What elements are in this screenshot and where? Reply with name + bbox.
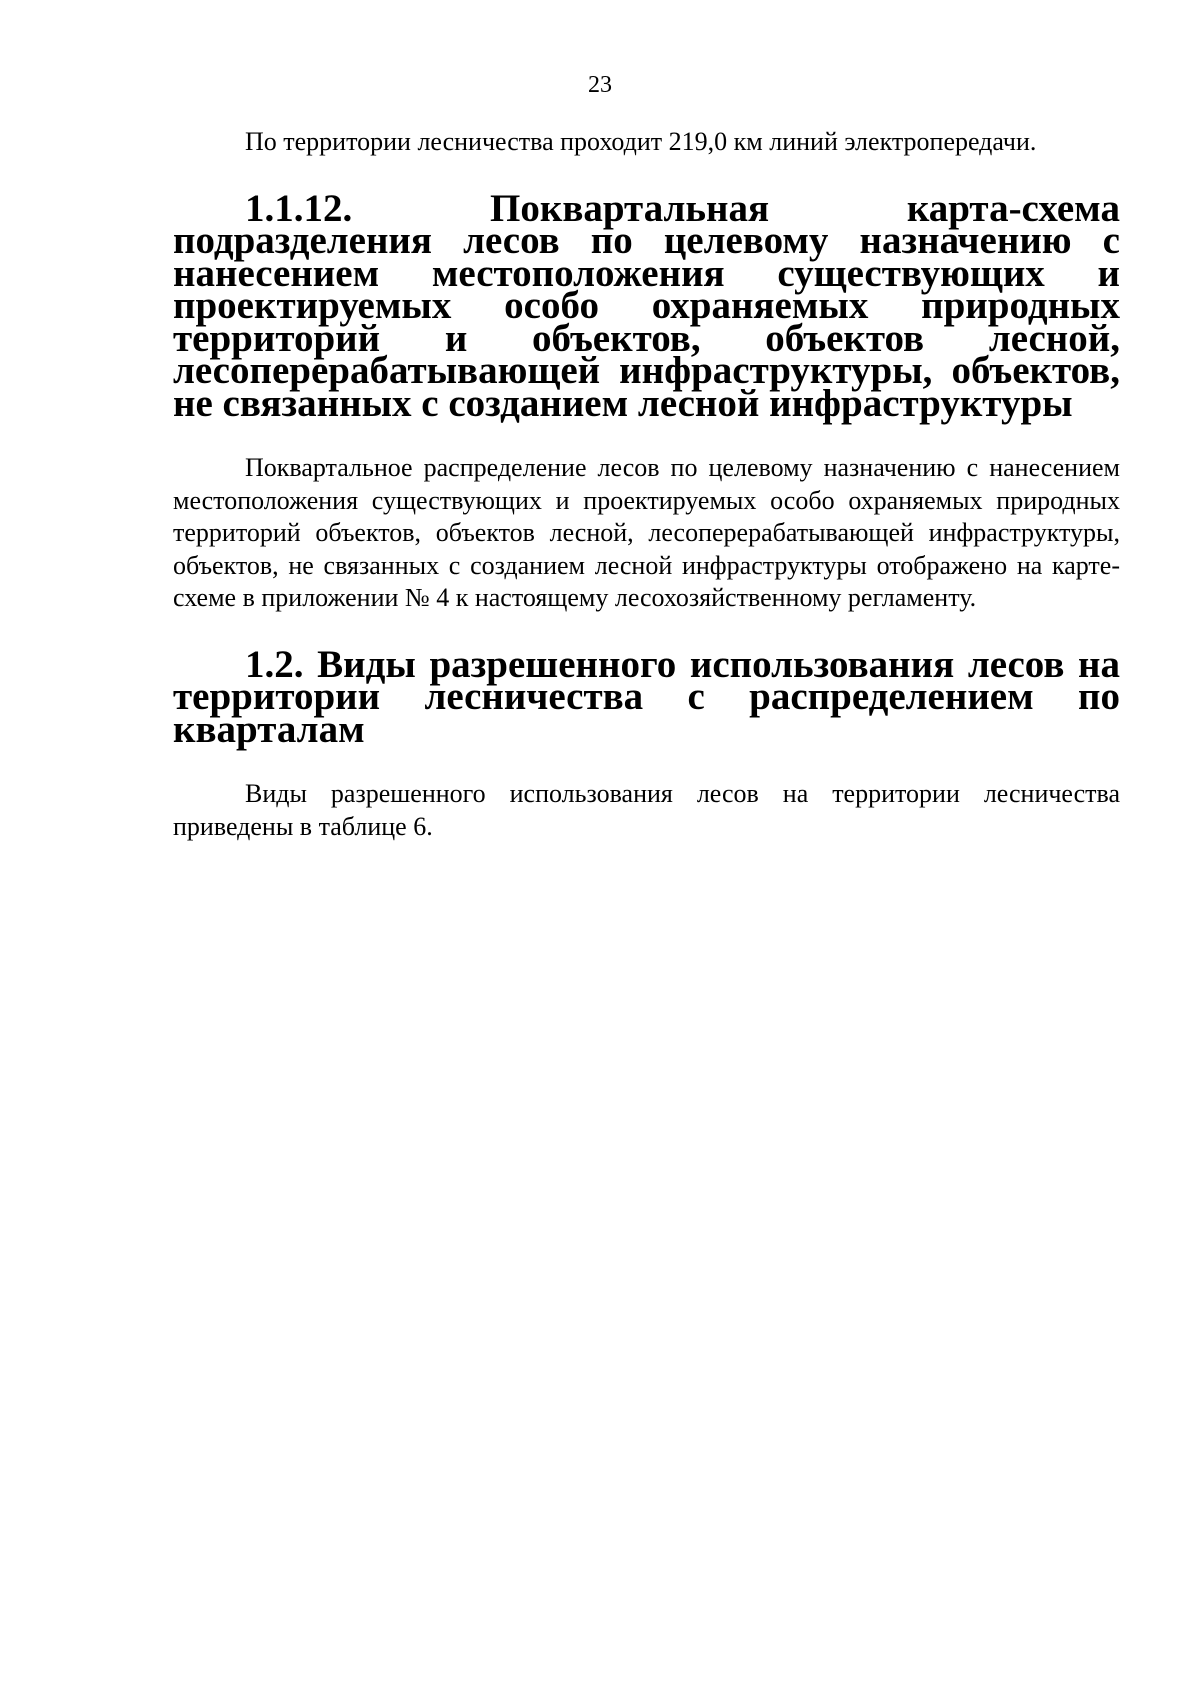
page-content [173, 126, 1120, 843]
paragraph-quarterly-distribution: Поквартальное распределение лесов по целевому назначению с нанесением местоположения существующих и проектируемых особо охраняемых природных территорий объектов, объектов лесной, лесоперерабатывающей инфраструктуры, объектов, не связанных с созданием лесной инфраструктуры отображено на карте-схеме в приложении № 4 к настоящему лесохозяйственному регламенту. [173, 453, 1120, 612]
paragraph-permitted-uses: Виды разрешенного использования лесов на территории лесничества приведены в таблице 6. [173, 779, 1120, 841]
paragraph-power-lines: По территории лесничества проходит 219,0 км линий электропередачи. [245, 127, 1037, 156]
section-heading-1-1-12: 1.1.12. Поквартальная карта-схема подразделения лесов по целевому назначению с нанесением местоположения существующих и проектируемых особо охраняемых природных территорий и объектов, объектов лесной, лесоперерабатывающей инфраструктуры, объектов, не связанных с созданием лесной инфраструктуры [173, 186, 1120, 425]
section-heading-1-2: 1.2. Виды разрешенного использования лесов на территории лесничества с распределением по кварталам [173, 642, 1120, 751]
page-number: 23 [588, 72, 612, 98]
